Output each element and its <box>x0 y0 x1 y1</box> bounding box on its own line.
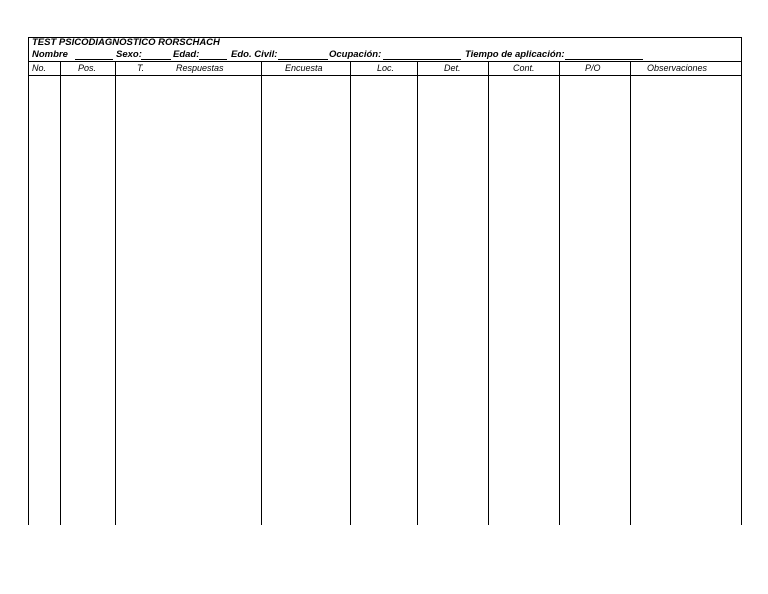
ocupacion-label: Ocupación: <box>329 49 382 60</box>
col-header-det: Det. <box>444 63 461 73</box>
ocupacion-blank[interactable] <box>383 59 461 60</box>
col-header-loc: Loc. <box>377 63 395 73</box>
sexo-blank[interactable] <box>141 59 171 60</box>
column-divider <box>261 62 262 525</box>
edo-civil-label: Edo. Civil: <box>231 49 278 60</box>
form-right-border <box>741 37 742 525</box>
edad-label: Edad: <box>173 49 200 60</box>
col-header-encuesta: Encuesta <box>285 63 323 73</box>
col-header-po: P/O <box>585 63 601 73</box>
column-divider <box>417 62 418 525</box>
sexo-label: Sexo: <box>116 49 142 60</box>
header-bottom-rule <box>28 75 742 76</box>
column-divider <box>488 62 489 525</box>
form-title: TEST PSICODIAGNOSTICO RORSCHACH <box>32 37 220 48</box>
edad-blank[interactable] <box>199 59 227 60</box>
column-divider <box>60 62 61 525</box>
col-header-observaciones: Observaciones <box>647 63 708 73</box>
rorschach-form <box>28 37 742 525</box>
edo-civil-blank[interactable] <box>278 59 328 60</box>
nombre-blank[interactable] <box>75 59 113 60</box>
col-header-respuestas: Respuestas <box>176 63 224 73</box>
col-header-pos: Pos. <box>78 63 97 73</box>
tiempo-blank[interactable] <box>565 59 643 60</box>
form-left-border <box>28 37 29 525</box>
tiempo-label: Tiempo de aplicación: <box>465 49 565 60</box>
column-divider <box>350 62 351 525</box>
col-header-cont: Cont. <box>513 63 535 73</box>
column-divider <box>630 62 631 525</box>
col-header-no: No. <box>32 63 47 73</box>
column-divider <box>115 62 116 525</box>
patient-info-row <box>28 49 742 61</box>
nombre-label: Nombre <box>32 49 68 60</box>
column-divider <box>559 62 560 525</box>
col-header-t: T. <box>137 63 145 73</box>
